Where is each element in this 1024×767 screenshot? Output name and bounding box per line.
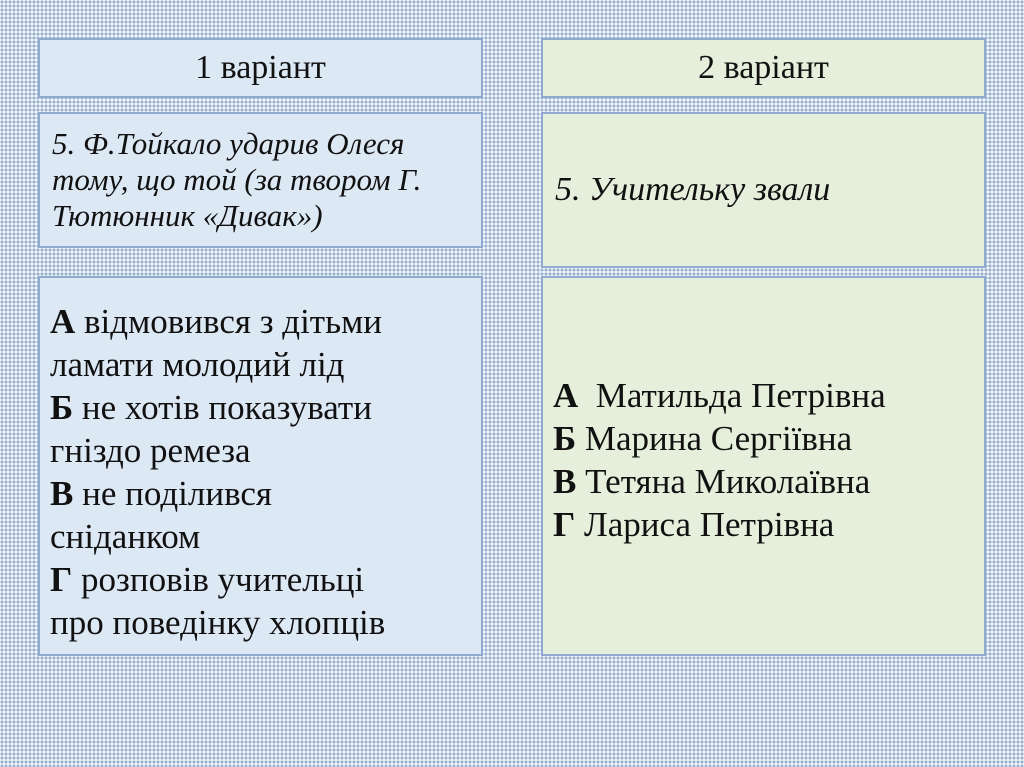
option-b: [553, 417, 974, 460]
variant-2-question-text: 5. Учительку звали: [555, 171, 831, 208]
option-a-text: Матильда Петрівна: [578, 376, 886, 415]
option-c: [553, 460, 974, 503]
option-b-text-line-2: гніздо ремеза: [50, 431, 251, 470]
variant-1-answers: [38, 276, 483, 656]
variant-1-header-label: 1 варіант: [195, 49, 326, 86]
option-d-text: Лариса Петрівна: [575, 505, 835, 544]
option-d-text-line-1: розповів учительці: [72, 560, 365, 599]
option-d: [50, 558, 471, 601]
variant-1-question-text: 5. Ф.Тойкало ударив Олеся тому, що той (за твором Г. Тютюнник «Дивак»): [52, 126, 422, 233]
option-d-letter: Г: [553, 505, 576, 544]
option-a-letter: А: [553, 376, 579, 415]
option-b-continued: [50, 429, 471, 472]
option-c-letter: В: [50, 474, 74, 513]
option-a-letter: А: [50, 302, 76, 341]
option-c-letter: В: [553, 462, 577, 501]
option-c-text: Тетяна Миколаївна: [576, 462, 871, 501]
variant-2-header: [541, 38, 986, 98]
option-d-continued: [50, 601, 471, 644]
option-b-text: Марина Сергіївна: [576, 419, 853, 458]
option-c: [50, 472, 471, 515]
option-b-text-line-1: не хотів показувати: [73, 388, 372, 427]
option-a-continued: [50, 343, 471, 386]
variant-1-question: [38, 112, 483, 248]
option-c-text-line-2: сніданком: [50, 517, 201, 556]
option-c-text-line-1: не поділився: [73, 474, 273, 513]
option-b: [50, 386, 471, 429]
variant-2-answers: [541, 276, 986, 656]
option-b-letter: Б: [553, 419, 577, 458]
option-c-continued: [50, 515, 471, 558]
variant-2-question: [541, 112, 986, 268]
option-a-text-line-2: ламати молодий лід: [50, 345, 345, 384]
option-d-text-line-2: про поведінку хлопців: [50, 603, 386, 642]
option-d-letter: Г: [50, 560, 73, 599]
option-a: [50, 300, 471, 343]
variant-1-header: [38, 38, 483, 98]
option-d: [553, 503, 974, 546]
option-a-text-line-1: відмовився з дітьми: [75, 302, 382, 341]
variant-2-header-label: 2 варіант: [698, 49, 829, 86]
option-a: [553, 374, 974, 417]
option-b-letter: Б: [50, 388, 74, 427]
